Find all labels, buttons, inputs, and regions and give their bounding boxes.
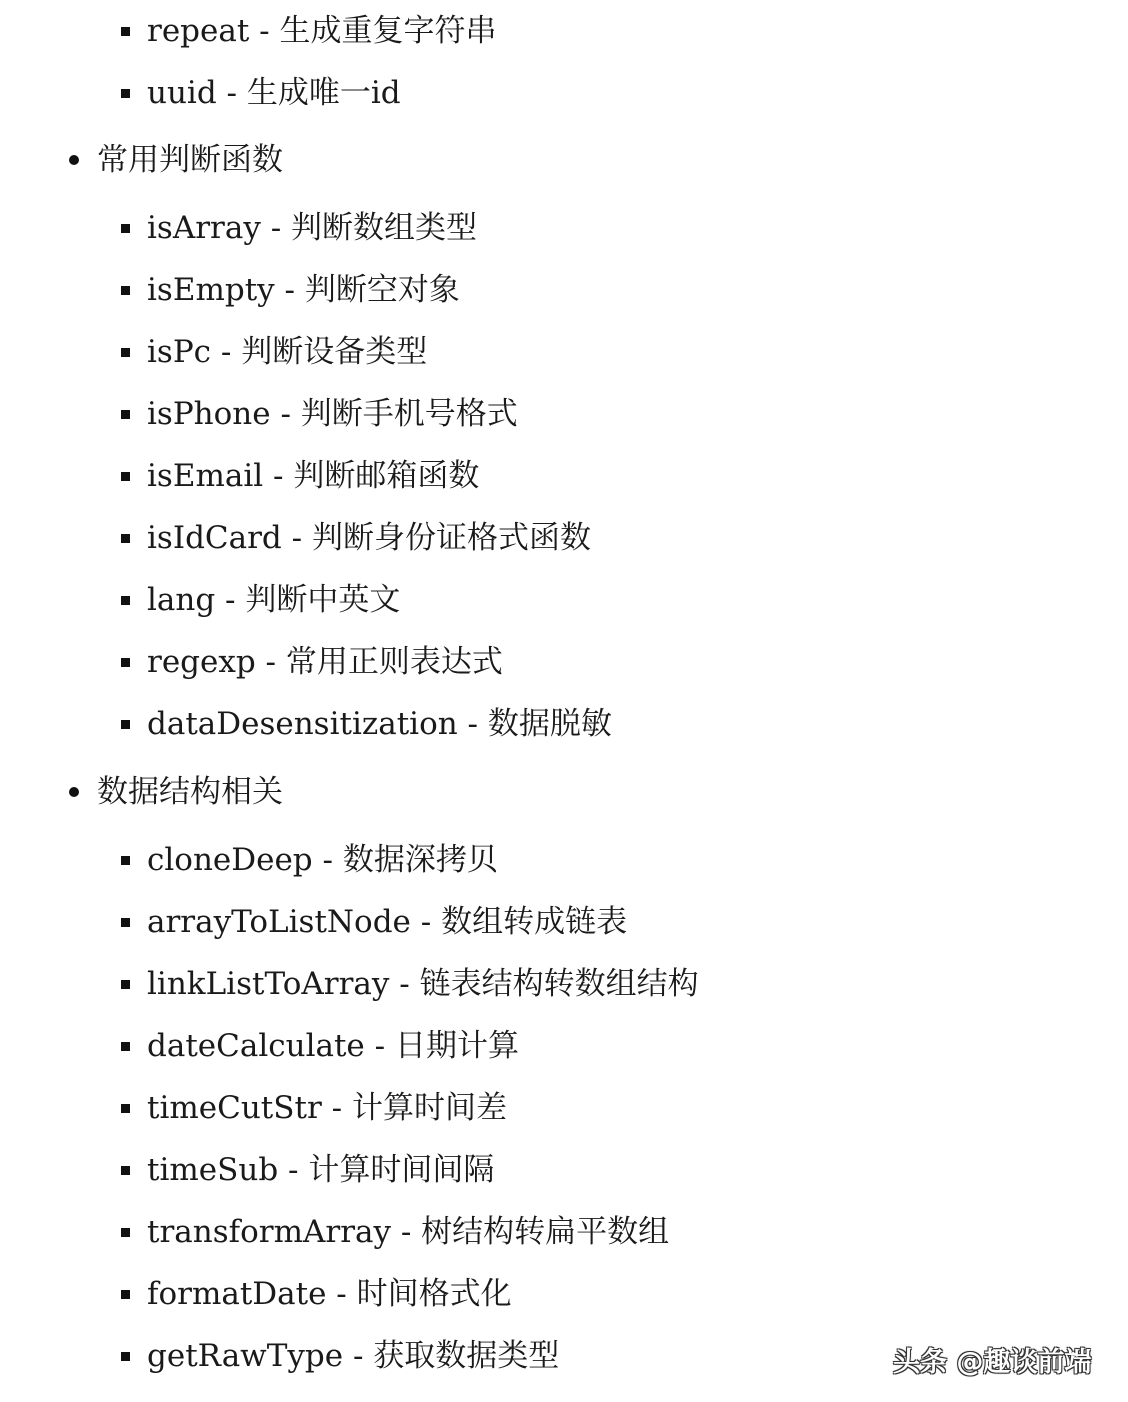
list-item-text: repeat - 生成重复字符串 — [147, 13, 497, 49]
category-heading — [97, 129, 283, 191]
square-bullet-icon — [121, 1290, 130, 1299]
list-item-text: isPc - 判断设备类型 — [147, 334, 428, 370]
list-item-text: cloneDeep - 数据深拷贝 — [147, 842, 498, 878]
list-item — [147, 829, 498, 891]
list-item — [147, 569, 400, 631]
list-item — [147, 197, 477, 259]
list-item — [147, 507, 591, 569]
square-bullet-icon — [121, 1228, 130, 1237]
list-item — [147, 383, 518, 445]
square-bullet-icon — [121, 89, 130, 98]
square-bullet-icon — [121, 720, 130, 729]
list-item-text: isEmail - 判断邮箱函数 — [147, 458, 480, 494]
square-bullet-icon — [121, 348, 130, 357]
square-bullet-icon — [121, 856, 130, 865]
list-item-text: isEmpty - 判断空对象 — [147, 272, 460, 308]
list-item — [147, 953, 699, 1015]
list-item-text: dateCalculate - 日期计算 — [147, 1028, 519, 1064]
list-item — [147, 693, 612, 755]
square-bullet-icon — [121, 27, 130, 36]
square-bullet-icon — [121, 1104, 130, 1113]
list-item — [147, 1077, 507, 1139]
list-item-text: isArray - 判断数组类型 — [147, 210, 478, 246]
list-item — [147, 631, 503, 693]
square-bullet-icon — [121, 224, 130, 233]
list-item — [147, 1139, 494, 1201]
list-item — [147, 0, 496, 62]
square-bullet-icon — [121, 1042, 130, 1051]
list-item — [147, 321, 427, 383]
list-item-text: lang - 判断中英文 — [147, 582, 401, 618]
list-item-text: arrayToListNode - 数组转成链表 — [147, 904, 628, 940]
square-bullet-icon — [121, 1166, 130, 1175]
list-item — [147, 62, 401, 124]
list-item — [147, 1263, 512, 1325]
list-item-text: transformArray - 树结构转扁平数组 — [147, 1214, 670, 1250]
list-item-text: timeCutStr - 计算时间差 — [147, 1090, 507, 1126]
disc-bullet-icon — [69, 155, 79, 165]
square-bullet-icon — [121, 410, 130, 419]
square-bullet-icon — [121, 534, 130, 543]
square-bullet-icon — [121, 918, 130, 927]
list-item — [147, 259, 460, 321]
square-bullet-icon — [121, 286, 130, 295]
list-item-text: linkListToArray - 链表结构转数组结构 — [147, 966, 699, 1002]
square-bullet-icon — [121, 472, 130, 481]
list-item — [147, 445, 479, 507]
category-title: 常用判断函数 — [97, 142, 283, 178]
list-item — [147, 1325, 559, 1387]
square-bullet-icon — [121, 596, 130, 605]
category-heading — [97, 761, 283, 823]
list-item-text: regexp - 常用正则表达式 — [147, 644, 503, 680]
list-item-text: isIdCard - 判断身份证格式函数 — [147, 520, 591, 556]
watermark: 头条 @趣谈前端 — [893, 1347, 1092, 1378]
list-item-text: timeSub - 计算时间间隔 — [147, 1152, 495, 1188]
list-item-text: isPhone - 判断手机号格式 — [147, 396, 518, 432]
list-item-text: getRawType - 获取数据类型 — [147, 1338, 560, 1374]
list-item — [147, 1015, 519, 1077]
list-item — [147, 1201, 669, 1263]
list-item-text: uuid - 生成唯一id — [147, 75, 401, 111]
disc-bullet-icon — [69, 787, 79, 797]
list-item-text: dataDesensitization - 数据脱敏 — [147, 706, 612, 742]
square-bullet-icon — [121, 980, 130, 989]
square-bullet-icon — [121, 1352, 130, 1361]
square-bullet-icon — [121, 658, 130, 667]
category-title: 数据结构相关 — [97, 774, 283, 810]
list-item-text: formatDate - 时间格式化 — [147, 1276, 512, 1312]
list-item — [147, 891, 627, 953]
